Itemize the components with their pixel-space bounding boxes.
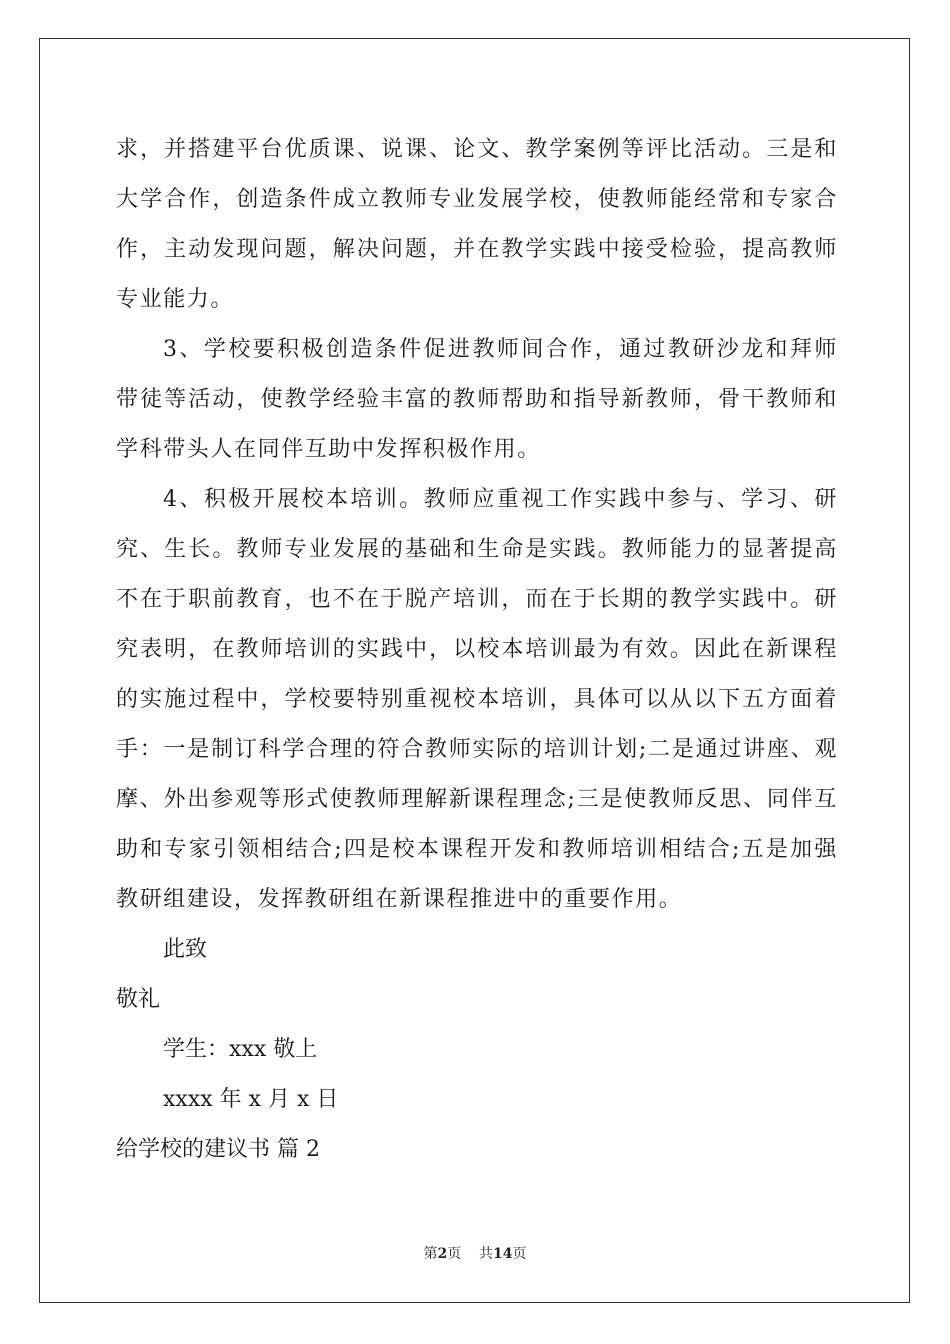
closing-regards: 敬礼 — [116, 987, 161, 1012]
date-line: xxxx 年 x 月 x 日 — [163, 1087, 339, 1112]
footer-page-suffix: 页 — [447, 1246, 462, 1262]
footer-total-suffix: 页 — [512, 1246, 527, 1262]
document-body — [116, 125, 838, 1175]
footer-page-prefix: 第 — [423, 1246, 438, 1262]
next-section-title: 给学校的建议书 篇 2 — [116, 1137, 320, 1162]
paragraph-point-4: 4、积极开展校本培训。教师应重视工作实践中参与、学习、研究、生长。教师专业发展的基础和生命是实践。教师能力的显著提高不在于职前教育，也不在于脱产培训，而在于长期的教学实践中。研究表明，在教师培训的实践中，以校本培训最为有效。因此在新课程的实施过程中，学校要特别重视校本培训，具体可以从以下五方面着手：一是制订科学合理的符合教师实际的培训计划;二是通过讲座、观摩、外出参观等形式使教师理解新课程理念;三是使教师反思、同伴互助和专家引领相结合;四是校本课程开发和教师培训相结合;五是加强教研组建设，发挥教研组在新课程推进中的重要作用。 — [116, 487, 838, 912]
paragraph-continuation: 求，并搭建平台优质课、说课、论文、教学案例等评比活动。三是和大学合作，创造条件成立教师专业发展学校，使教师能经常和专家合作，主动发现问题，解决问题，并在教学实践中接受检验，提高教师专业能力。 — [116, 137, 838, 312]
signature-line: 学生：xxx 敬上 — [163, 1037, 318, 1062]
footer-page-number: 2 — [437, 1246, 448, 1262]
footer-total-pages: 14 — [493, 1246, 513, 1262]
page-footer — [0, 1244, 950, 1264]
footer-total-prefix: 共 — [479, 1246, 494, 1262]
closing-salutation: 此致 — [163, 937, 208, 962]
paragraph-point-3: 3、学校要积极创造条件促进教师间合作，通过教研沙龙和拜师带徒等活动，使教学经验丰富的教师帮助和指导新教师，骨干教师和学科带头人在同伴互助中发挥积极作用。 — [116, 337, 838, 462]
